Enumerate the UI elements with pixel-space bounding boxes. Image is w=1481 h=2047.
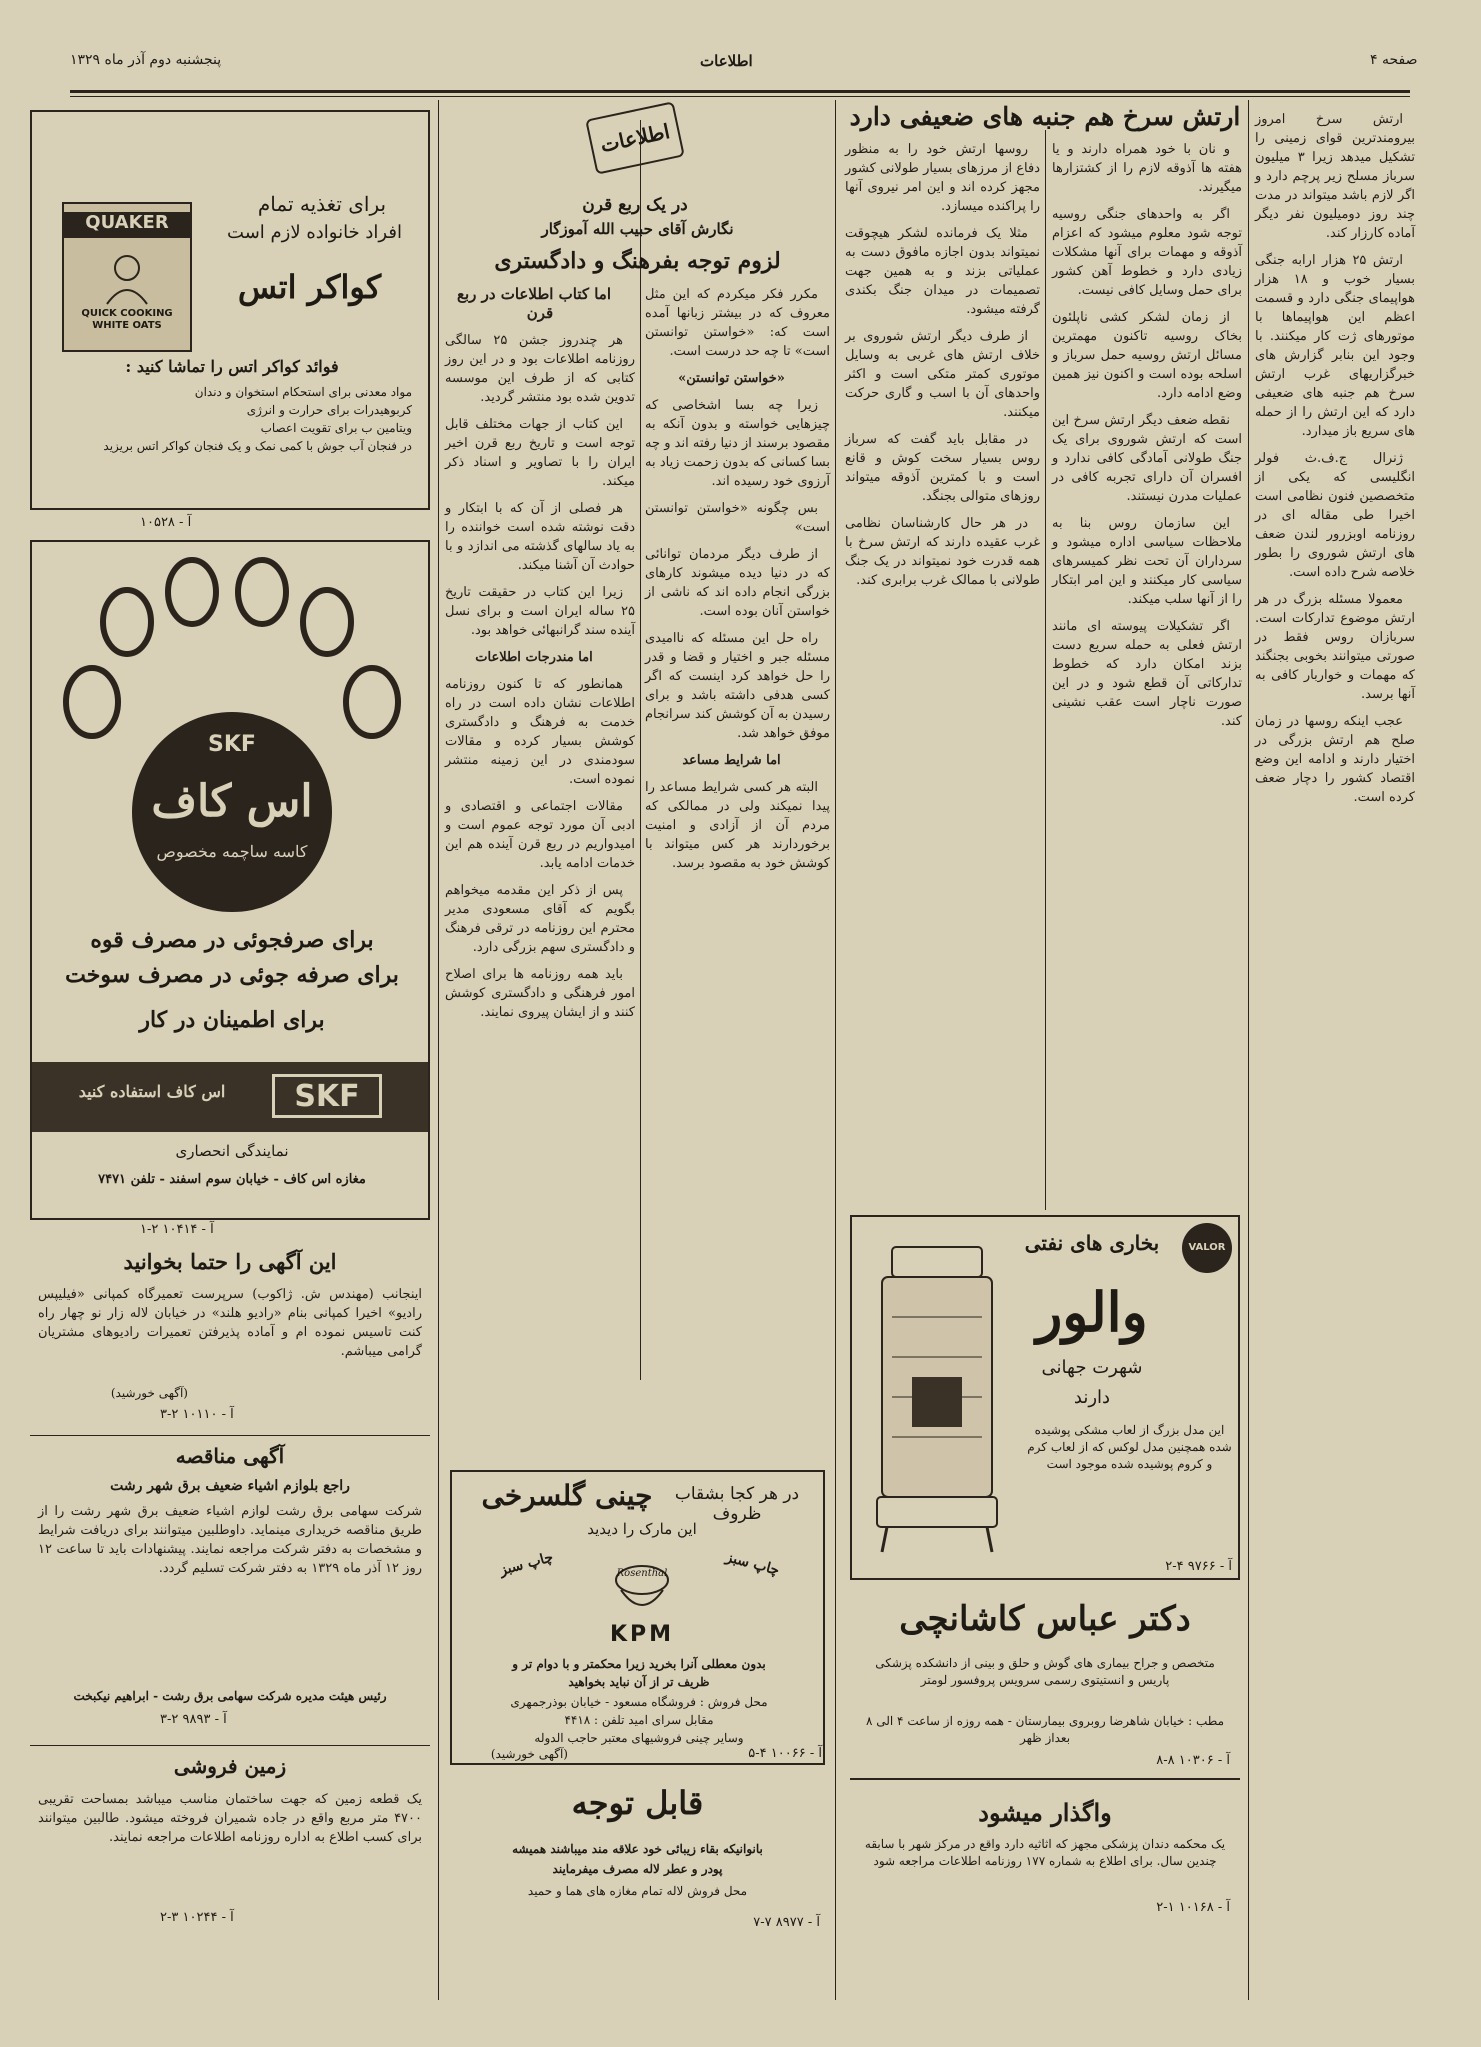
editorial-para: مکرر فکر میکردم که این مثل معروف که در بیشتر زبانها آمده است که: «خواستن توانستن است» تا چه حد درست است. bbox=[645, 287, 830, 359]
notice-signature: (آگهی خورشید) bbox=[110, 1386, 188, 1400]
paper-name: اطلاعات bbox=[700, 52, 753, 70]
china-extra: وسایر چینی فروشیهای معتبر حاجب الدوله bbox=[534, 1731, 744, 1745]
china-line2: این مارک را دیدید bbox=[587, 1520, 697, 1538]
attention-body1: بانوانیکه بقاء زیبائی خود علاقه مند میباشند همیشه bbox=[512, 1842, 763, 1856]
quaker-benefit: مواد معدنی برای استحکام استخوان و دندان bbox=[194, 385, 412, 399]
attention-shop: محل فروش لاله تمام مغازه های هما و حمید bbox=[527, 1884, 748, 1898]
editorial-kicker: در یک ربع قرن bbox=[582, 195, 688, 215]
editorial-para: از طرف دیگر مردمان توانائی که در دنیا دیده میشوند کارهای بزرگی انجام داده اند که ناشی از خواستن آنان بوده است. bbox=[645, 547, 830, 619]
skf-name-fa: اس کاف bbox=[151, 776, 313, 827]
lead-col-2 bbox=[1052, 140, 1242, 1210]
valor-brand: والور bbox=[1036, 1280, 1148, 1344]
skf-line3: برای اطمینان در کار bbox=[139, 1007, 325, 1033]
quaker-benefit: کربوهیدرات برای حرارت و انرژی bbox=[246, 403, 412, 417]
skf-address: مغازه اس کاف - خیابان سوم اسفند - تلفن ۷۴۷۱ bbox=[98, 1172, 366, 1187]
skf-circle bbox=[132, 712, 332, 912]
editorial-subhead: اما مندرجات اطلاعات bbox=[475, 650, 593, 665]
skf-code: ۱-۲ آ - ۱۰۴۱۴ bbox=[140, 1222, 214, 1237]
heater-icon bbox=[862, 1237, 1012, 1557]
attention-ad bbox=[450, 1775, 825, 1960]
valor-ad bbox=[850, 1215, 1240, 1580]
editorial-title: لزوم توجه بفرهنگ و دادگستری bbox=[494, 248, 781, 274]
china-label-right: چاپ سبز bbox=[724, 1549, 781, 1579]
editorial-col-a bbox=[645, 285, 830, 1460]
editorial-col-b bbox=[445, 285, 635, 1460]
lead-col-1 bbox=[1255, 110, 1415, 2000]
tender-code: آ - ۹۸۹۳ ۲-۳ bbox=[160, 1712, 227, 1727]
column-divider bbox=[1045, 130, 1046, 1210]
lead-headline: ارتش سرخ هم جنبه های ضعیفی دارد bbox=[849, 102, 1241, 131]
skf-band-text: اس کاف استفاده کنید bbox=[78, 1082, 226, 1101]
quaker-box-label: QUAKER bbox=[64, 212, 190, 238]
column-divider bbox=[640, 120, 641, 1380]
china-ad-tag: (آگهی خورشید) bbox=[490, 1747, 568, 1761]
china-line1: در هر کجا بشقاب ظروف bbox=[674, 1484, 800, 1524]
quaker-benefit: ویتامین ب برای تقویت اعصاب bbox=[260, 421, 412, 435]
editorial-para: راه حل این مسئله که ناامیدی مسئله جبر و اختیار و قضا و قدر را حل خواهد کرد اینست که اگر کسی هدفی داشته باشد و برای رسیدن به آن کوشش کند سرانجام موفق خواهد شد. bbox=[645, 631, 830, 741]
editorial-para: مقالات اجتماعی و اقتصادی و ادبی آن مورد توجه عموم است و امیدواریم در ربع قرن آینده هم این خدمات ادامه یابد. bbox=[445, 799, 635, 871]
transfer-body: یک محکمه دندان پزشکی مجهز که اثاثیه دارد واقع در مرکز شهر با سابقه چندین سال. برای اطلاع به شماره ۱۷۷ روزنامه اطلاعات مراجعه شود bbox=[864, 1837, 1226, 1868]
masthead-rule bbox=[70, 90, 1410, 93]
editorial-para: پس از ذکر این مقدمه میخواهم بگویم که آقای مسعودی مدیر محترم این روزنامه در ترقی فرهنگ و دادگستری سهم بزرگی دارد. bbox=[445, 883, 635, 955]
transfer-title: واگذار میشود bbox=[978, 1798, 1112, 1827]
land-code: آ - ۱۰۲۴۴ ۳-۲ bbox=[160, 1910, 234, 1925]
lead-para: اگر به واحدهای جنگی روسیه توجه شود معلوم میشود که اعزام آذوقه و مهمات برای آنها مشکلات زیادی دارد و خطوط آهن کشور برای حمل وسایل کافی نیست. bbox=[1052, 207, 1242, 298]
tender-subtitle: راجع بلوازم اشیاء ضعیف برق شهر رشت bbox=[110, 1478, 350, 1494]
editorial-para: باید همه روزنامه ها برای اصلاح امور فرهنگی و دادگستری کوشش کنند و از ایشان پیروی نمایند. bbox=[445, 967, 635, 1020]
skf-ad bbox=[30, 540, 430, 1220]
lead-para: در مقابل باید گفت که سرباز روس بسیار سخت کوش و قانع است و با کمترین آذوقه میتواند روزهای متوالی بجنگد. bbox=[845, 432, 1040, 504]
date-line: پنجشنبه دوم آذر ماه ۱۳۲۹ bbox=[70, 52, 222, 68]
column-divider bbox=[438, 100, 439, 2000]
tender-body: شرکت سهامی برق رشت لوازم اشیاء ضعیف برق شهر رشت را از طریق مناقصه خریداری مینماید. داوطلبین میتوانند برای دریافت شرایط و مشخصات به دفتر شرکت مراجعه نمایند. پیشنهادات باید تا ساعت ۱۲ روز ۱۲ آذر ماه ۱۳۲۹ به دفتر شرکت تسلیم گردد. bbox=[38, 1504, 422, 1576]
skf-line2: برای صرفه جوئی در مصرف سوخت bbox=[65, 962, 399, 988]
skf-brand-top: SKF bbox=[208, 732, 256, 757]
lead-para: از طرف دیگر ارتش شوروی بر خلاف ارتش های غربی به وسایل موتوری کمتر متکی است و اکثر واحدهای آن با اسب و گاری حرکت میکنند. bbox=[845, 329, 1040, 420]
doctor-name: دکتر عباس کاشانچی bbox=[899, 1599, 1191, 1639]
quaker-ad bbox=[30, 110, 430, 510]
editorial-subhead: اما کتاب اطلاعات در ربع قرن bbox=[456, 285, 612, 322]
quaker-line2: افراد خانواده لازم است bbox=[227, 222, 402, 243]
quaker-box-illustration bbox=[62, 202, 192, 352]
editorial-stamp bbox=[585, 101, 685, 174]
valor-code: آ - ۹۷۶۶ ۴-۲ bbox=[1165, 1559, 1232, 1574]
editorial-subhead: اما شرایط مساعد bbox=[682, 753, 781, 768]
lead-para: ژنرال ج.ف.ث فولر انگلیسی که یکی از متخصصین فنون نظامی است اخیرا طی مقاله ای در روزنامه اوبزرور لندن ضعف های ارتش شوروی را بطور خلاصه شرح داده است. bbox=[1255, 451, 1415, 580]
attention-body2: پودر و عطر لاله مصرف میفرمایند bbox=[552, 1862, 723, 1876]
editorial-para: بس چگونه «خواستن توانستن است» bbox=[645, 501, 830, 535]
column-divider bbox=[835, 100, 836, 2000]
lead-para: روسها ارتش خود را به منظور دفاع از مرزهای بسیار طولانی کشور مجهز کرده اند و این امر نیروی آنها را پراکنده میسازد. bbox=[845, 142, 1040, 214]
china-code: آ - ۱۰۰۶۶ ۴-۵ bbox=[748, 1746, 822, 1761]
quaker-man-icon bbox=[97, 246, 157, 306]
tender-sign: رئیس هیئت مدیره شرکت سهامی برق رشت - ابراهیم نیکبخت bbox=[73, 1689, 387, 1703]
china-ad bbox=[450, 1470, 825, 1765]
column-divider bbox=[1248, 1240, 1249, 2000]
lead-para: نقطه ضعف دیگر ارتش سرخ این است که ارتش شوروی برای یک جنگ طولانی آمادگی کافی ندارد و افسران آن دارای تجربه کافی در عملیات مدرن نیستند. bbox=[1052, 413, 1242, 504]
page-number: صفحه ۴ bbox=[1370, 52, 1418, 68]
lead-para: معمولا مسئله بزرگ در هر ارتش موضوع تدارکات است. سربازان روس فقط در صورتی میتوانند بخوبی بجنگند که مهمات و خواربار کافی به آنها برسد. bbox=[1255, 592, 1415, 702]
lead-para: این سازمان روس بنا به ملاحظات سیاسی اداره میشود و سرداران آن تحت نظر کمیسرهای سیاسی کار میکنند و این امر ابتکار را از آنها سلب میکند. bbox=[1052, 516, 1242, 607]
lead-para: اگر تشکیلات پیوسته ای مانند ارتش فعلی به حمله سریع دست بزند امکان دارد که خطوط تدارکاتی آن قطع شود و در این صورت ناچار است عقب نشینی کند. bbox=[1052, 619, 1242, 729]
china-label-left: چاپ سبز bbox=[498, 1549, 555, 1579]
lead-para: مثلا یک فرمانده لشکر هیچوقت نمیتواند بدون اجازه مافوق دست به عملیاتی بزند و به همین جهت تصمیمات در میدان جنگ بکندی گرفته میشود. bbox=[845, 226, 1040, 317]
land-ad bbox=[30, 1750, 430, 1960]
skf-tagline: کاسه ساچمه مخصوص bbox=[156, 842, 308, 861]
lead-para: ارتش ۲۵ هزار ارابه جنگی بسیار خوب و ۱۸ هزار هواپیمای جنگی دارد و قسمت اعظم این هواپیماها با موتورهای ژت کار میکنند. با وجود این بنابر گزارش های خبرگزاریهای غرب ارتش سرخ هم جنبه های ضعیفی دارد که این ارتش را از حمله های سریع باز میدارد. bbox=[1255, 253, 1415, 439]
editorial-para: این کتاب از جهات مختلف قابل توجه است و تاریخ ربع قرن اخیر ایران را با تصاویر و اسناد ذکر میکند. bbox=[445, 417, 635, 489]
column-divider bbox=[1248, 100, 1249, 1240]
notice-code: آ - ۱۰۱۱۰ ۲-۳ bbox=[160, 1407, 234, 1422]
quaker-benefit: در فنجان آب جوش با کمی نمک و یک فنجان کواکر اتس بریزید bbox=[103, 439, 412, 453]
valor-logo-badge bbox=[1182, 1223, 1232, 1273]
valor-header: بخاری های نفتی bbox=[1024, 1231, 1160, 1255]
quaker-box-sub: QUICK COOKING WHITE OATS bbox=[81, 308, 173, 331]
attention-code: آ - ۸۹۷۷ ۷-۷ bbox=[753, 1915, 820, 1930]
valor-fame: شهرت جهانی bbox=[1041, 1357, 1143, 1378]
doctor-spec: متخصص و جراح بیماری های گوش و حلق و بینی از دانشکده پزشکی پاریس و انستیتوی رسمی سرویس پروفسور لومتر bbox=[875, 1656, 1215, 1687]
notice-title: این آگهی را حتما بخوانید bbox=[123, 1249, 337, 1274]
editorial-para: البته هر کسی شرایط مساعد را پیدا نمیکند ولی در ممالکی که مردم آن از آزادی و امنیت برخوردارند هر کس میتواند با کوشش خود به مقصود برسد. bbox=[645, 780, 830, 871]
china-kpm: KPM bbox=[609, 1622, 675, 1647]
lead-para: ارتش سرخ امروز بیرومندترین قوای زمینی را تشکیل میدهد زیرا ۳ میلیون سرباز مسلح زیر پرچم دارد و اگر لازم باشد میتواند در مدت چند روز دومیلیون نفر دیگر آماده کارزار کند. bbox=[1255, 112, 1415, 241]
china-body1: بدون معطلی آنرا بخرید زیرا محکمتر و با دوام تر و bbox=[512, 1657, 766, 1671]
lead-para: از زمان لشکر کشی ناپلئون بخاک روسیه تاکنون مهمترین مسائل ارتش روسیه حمل سرباز و اسلحه بوده است و اکنون نیز همین وضع ادامه دارد. bbox=[1052, 310, 1242, 401]
lead-para: و نان با خود همراه دارند و یا هفته ها آذوقه لازم را از کشتزارها میگیرند. bbox=[1052, 142, 1242, 195]
valor-have: دارند bbox=[1073, 1387, 1111, 1408]
doctor-code: آ - ۱۰۳۰۶ ۸-۸ bbox=[1156, 1753, 1230, 1768]
lead-para: در هر حال کارشناسان نظامی غرب عقیده دارند که ارتش سرخ با همه قدرت خود نمیتواند در یک جنگ طولانی با ممالک غرب برابری کند. bbox=[845, 516, 1040, 588]
lead-col-3 bbox=[845, 140, 1040, 1210]
attention-title: قابل توجه bbox=[571, 1784, 704, 1822]
doctor-ad bbox=[850, 1585, 1240, 1780]
china-phone: مقابل سرای امید تلفن : ۴۴۱۸ bbox=[564, 1713, 714, 1727]
skf-band bbox=[32, 1062, 428, 1132]
editorial-stamp-text: اطلاعات bbox=[598, 118, 672, 158]
tender-title: آگهی مناقصه bbox=[175, 1444, 285, 1468]
editorial-author: نگارش آقای حبیب الله آموزگار bbox=[541, 220, 734, 238]
china-body2: ظریف تر از آن نباید بخواهید bbox=[568, 1675, 710, 1689]
land-body: یک قطعه زمین که جهت ساختمان مناسب میباشد بمساحت تقریبی ۴۷۰۰ متر مربع واقع در جاده شمیران فروخته میشود. طالبین میتوانند برای کسب اطلاع به اداره روزنامه اطلاعات مراجعه نمایند. bbox=[38, 1792, 422, 1845]
notice-ad bbox=[30, 1245, 430, 1430]
china-shop: محل فروش : فروشگاه مسعود - خیابان بوذرجمهری bbox=[510, 1695, 768, 1709]
notice-body: اینجانب (مهندس ش. ژاکوب) سرپرست تعمیرگاه کمپانی «فیلیپس رادیو» اخیرا کمپانی بنام «رادیو هلند» در خیابان لاله زار نو چهار راه کنت تاسیس نموده ام و آماده پذیرفتن تعمیرات رادیوهای مشتریان گرامی میباشم. bbox=[38, 1287, 422, 1359]
skf-band-brand: SKF bbox=[272, 1074, 382, 1118]
editorial-para: زیرا چه بسا اشخاصی که چیزهایی خواسته و بدون آنکه به مقصود برسند از دنیا رفته اند و چه بسا کسانی که بدون زحمت زیاد به آرزوی خود رسیده اند. bbox=[645, 398, 830, 489]
editorial-para: هر چندروز جشن ۲۵ سالگی روزنامه اطلاعات بود و در این روز کتابی که از طرف این موسسه تدوین شده بود منتشر گردید. bbox=[445, 333, 635, 405]
china-brand: چینی گلسرخی bbox=[481, 1479, 653, 1512]
lead-para: عجب اینکه روسها در زمان صلح هم ارتش بزرگی در اختیار دارند و ادامه این وضع اقتصاد کشور را دچار ضعف کرده است. bbox=[1255, 714, 1415, 805]
skf-note: نمایندگی انحصاری bbox=[175, 1142, 289, 1160]
transfer-ad bbox=[850, 1790, 1240, 1940]
editorial-para: همانطور که تا کنون روزنامه اطلاعات نشان داده است در راه خدمت به فرهنگ و دادگستری کوشش بسیار کرده و مقالات سودمندی در این زمینه منتشر نموده است. bbox=[445, 677, 635, 787]
quaker-code: آ - ۱۰۵۲۸ bbox=[140, 515, 192, 530]
doctor-hours: مطب : خیابان شاهرضا روبروی بیمارستان - همه روزه از ساعت ۴ الی ۸ بعداز ظهر bbox=[865, 1714, 1225, 1745]
quaker-brand: کواکر اتس bbox=[237, 268, 382, 306]
land-title: زمین فروشی bbox=[173, 1754, 287, 1778]
editorial-para: هر فصلی از آن که با ابتکار و دقت نوشته شده است خواننده را به یاد سالهای گذشته می اندازد و با حوادث آن آشنا میکند. bbox=[445, 501, 635, 573]
editorial-subhead: «خواستن توانستن» bbox=[678, 371, 785, 386]
china-logo-text: Rosenthal bbox=[616, 1568, 668, 1579]
porcelain-logo-icon bbox=[607, 1550, 677, 1620]
skf-line1: برای صرفجوئی در مصرف قوه bbox=[90, 927, 374, 953]
valor-logo-text: VALOR bbox=[1188, 1242, 1226, 1253]
tender-ad bbox=[30, 1440, 430, 1740]
china-logo bbox=[607, 1550, 677, 1620]
quaker-benefits-title: فوائد کواکر اتس را تماشا کنید : bbox=[125, 357, 339, 376]
valor-heater-illustration bbox=[862, 1237, 1012, 1557]
valor-body: این مدل بزرگ از لعاب مشکی پوشیده شده همچنین مدل لوکس که از لعاب کرم و کروم پوشیده شده موجود است bbox=[1027, 1423, 1232, 1471]
editorial-para: زیرا این کتاب در حقیقت تاریخ ۲۵ ساله ایران است و برای نسل آینده سند گرانبهائی خواهد بود. bbox=[445, 585, 635, 638]
quaker-line1: برای تغذیه تمام bbox=[257, 192, 387, 216]
transfer-code: آ - ۱۰۱۶۸ ۱-۲ bbox=[1156, 1900, 1230, 1915]
